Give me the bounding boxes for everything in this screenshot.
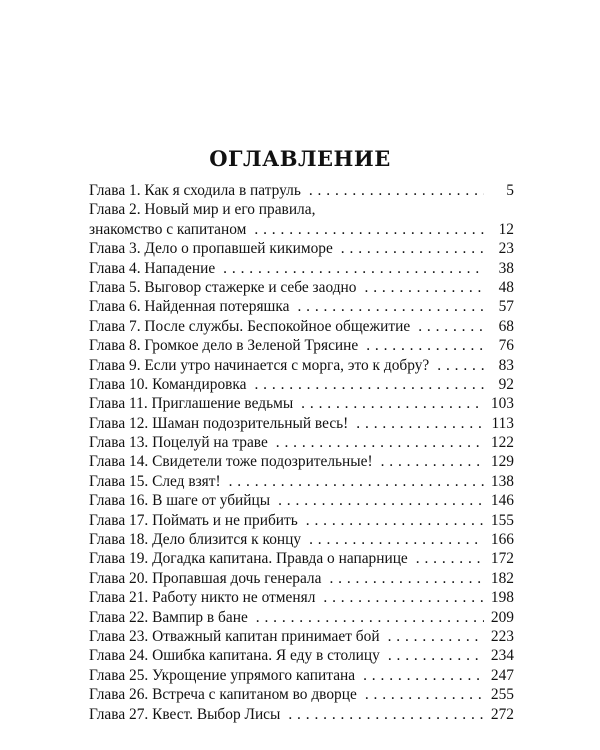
toc-entry-title: Глава 18. Дело близится к концу bbox=[89, 531, 302, 549]
page-title: ОГЛАВЛЕНИЕ bbox=[209, 146, 391, 171]
toc-line bbox=[89, 588, 514, 607]
toc-entry-title: Глава 15. След взят! bbox=[89, 472, 221, 490]
toc-page-number: 103 bbox=[490, 395, 514, 413]
toc-page-number: 129 bbox=[490, 453, 514, 471]
dot-leader bbox=[301, 394, 484, 413]
toc-page-number: 172 bbox=[490, 550, 514, 568]
toc-line bbox=[89, 666, 514, 685]
dot-leader bbox=[388, 627, 484, 646]
dot-leader bbox=[388, 646, 484, 665]
toc-line bbox=[89, 433, 514, 452]
table-of-contents bbox=[89, 181, 514, 724]
dot-leader bbox=[229, 472, 484, 491]
toc-entry-title: Глава 8. Громкое дело в Зеленой Трясине bbox=[89, 337, 359, 355]
toc-line bbox=[89, 569, 514, 588]
toc-page-number: 138 bbox=[490, 472, 514, 490]
dot-leader bbox=[366, 336, 484, 355]
dot-leader bbox=[381, 452, 484, 471]
toc-page-number: 209 bbox=[490, 608, 514, 626]
toc-page-number: 48 bbox=[498, 278, 514, 296]
toc-page-number: 223 bbox=[490, 627, 514, 645]
toc-page-number: 5 bbox=[506, 182, 514, 199]
toc-entry bbox=[89, 530, 514, 549]
toc-line bbox=[89, 317, 514, 336]
toc-page-number: 23 bbox=[498, 240, 514, 258]
toc-line bbox=[89, 394, 514, 413]
toc-line bbox=[89, 278, 514, 297]
toc-entry bbox=[89, 608, 514, 627]
toc-entry bbox=[89, 511, 514, 530]
toc-line bbox=[89, 530, 514, 549]
toc-line bbox=[89, 646, 514, 665]
toc-entry-title: Глава 27. Квест. Выбор Лисы bbox=[89, 705, 281, 723]
toc-entry-title: Глава 11. Приглашение ведьмы bbox=[89, 395, 294, 413]
dot-leader bbox=[306, 511, 484, 530]
toc-page-number: 155 bbox=[490, 511, 514, 529]
toc-line bbox=[89, 336, 514, 355]
dot-leader bbox=[437, 356, 484, 375]
toc-entry-title: Глава 10. Командировка bbox=[89, 375, 247, 393]
dot-leader bbox=[278, 491, 484, 510]
dot-leader bbox=[365, 685, 484, 704]
toc-line bbox=[89, 375, 514, 394]
toc-page-number: 272 bbox=[490, 705, 514, 723]
toc-entry-title: Глава 3. Дело о пропавшей кикиморе bbox=[89, 240, 333, 258]
toc-entry bbox=[89, 278, 514, 297]
toc-entry-title: Глава 1. Как я сходила в патруль bbox=[89, 182, 301, 199]
toc-entry-title: Глава 19. Догадка капитана. Правда о напарнице bbox=[89, 550, 408, 568]
toc-page-number: 234 bbox=[490, 647, 514, 665]
toc-line bbox=[89, 297, 514, 316]
toc-entry bbox=[89, 569, 514, 588]
toc-line bbox=[89, 220, 514, 239]
toc-entry bbox=[89, 588, 514, 607]
toc-line bbox=[89, 239, 514, 258]
toc-line bbox=[89, 200, 514, 219]
toc-entry-title: Глава 24. Ошибка капитана. Я еду в столицу bbox=[89, 647, 380, 665]
toc-page-number: 146 bbox=[490, 492, 514, 510]
toc-page-number: 57 bbox=[498, 298, 514, 316]
toc-entry-title: Глава 25. Укрощение упрямого капитана bbox=[89, 666, 356, 684]
toc-entry-title: Глава 22. Вампир в бане bbox=[89, 608, 248, 626]
dot-leader bbox=[254, 375, 484, 394]
toc-entry bbox=[89, 452, 514, 471]
toc-entry-title: Глава 13. Поцелуй на траве bbox=[89, 434, 268, 452]
toc-entry bbox=[89, 356, 514, 375]
dot-leader bbox=[329, 569, 484, 588]
toc-entry bbox=[89, 666, 514, 685]
toc-page-number: 113 bbox=[491, 414, 514, 432]
toc-line bbox=[89, 414, 514, 433]
toc-entry-title: Глава 17. Поймать и не прибить bbox=[89, 511, 298, 529]
toc-entry-title: Глава 2. Новый мир и его правила, bbox=[89, 201, 316, 219]
toc-entry bbox=[89, 646, 514, 665]
toc-page-number: 38 bbox=[498, 259, 514, 277]
toc-page-number: 198 bbox=[490, 589, 514, 607]
toc-page-number: 92 bbox=[498, 375, 514, 393]
toc-page-number: 166 bbox=[490, 531, 514, 549]
dot-leader bbox=[297, 297, 484, 316]
toc-line bbox=[89, 472, 514, 491]
toc-line bbox=[89, 491, 514, 510]
toc-entry bbox=[89, 491, 514, 510]
toc-entry bbox=[89, 549, 514, 568]
dot-leader bbox=[365, 278, 485, 297]
dot-leader bbox=[256, 608, 484, 627]
toc-entry-title: знакомство с капитаном bbox=[89, 220, 247, 238]
toc-entry bbox=[89, 705, 514, 724]
dot-leader bbox=[416, 549, 484, 568]
dot-leader bbox=[418, 317, 484, 336]
toc-entry bbox=[89, 239, 514, 258]
dot-leader bbox=[363, 666, 484, 685]
toc-line bbox=[89, 511, 514, 530]
toc-entry-title: Глава 21. Работу никто не отменял bbox=[89, 589, 316, 607]
toc-page-number: 122 bbox=[490, 434, 514, 452]
dot-leader bbox=[288, 705, 484, 724]
toc-line bbox=[89, 452, 514, 471]
toc-entry bbox=[89, 472, 514, 491]
toc-entry-title: Глава 23. Отважный капитан принимает бой bbox=[89, 627, 380, 645]
toc-line bbox=[89, 181, 514, 200]
toc-line bbox=[89, 549, 514, 568]
toc-entry-title: Глава 7. После службы. Беспокойное общежитие bbox=[89, 317, 411, 335]
toc-line bbox=[89, 705, 514, 724]
toc-entry-title: Глава 12. Шаман подозрительный весь! bbox=[89, 414, 349, 432]
toc-entry-title: Глава 5. Выговор стажерке и себе заодно bbox=[89, 278, 357, 296]
toc-entry bbox=[89, 394, 514, 413]
toc-entry bbox=[89, 259, 514, 278]
dot-leader bbox=[309, 181, 484, 200]
toc-entry-title: Глава 4. Нападение bbox=[89, 259, 216, 277]
toc-page-number: 68 bbox=[498, 317, 514, 335]
toc-entry bbox=[89, 181, 514, 200]
toc-entry bbox=[89, 200, 514, 239]
toc-page-number: 247 bbox=[490, 666, 514, 684]
toc-entry bbox=[89, 433, 514, 452]
toc-entry bbox=[89, 685, 514, 704]
toc-page-number: 255 bbox=[490, 686, 514, 704]
dot-leader bbox=[341, 239, 484, 258]
toc-entry-title: Глава 6. Найденная потеряшка bbox=[89, 298, 290, 316]
toc-page-number: 83 bbox=[498, 356, 514, 374]
dot-leader bbox=[254, 220, 484, 239]
dot-leader bbox=[323, 588, 484, 607]
toc-line bbox=[89, 685, 514, 704]
toc-entry bbox=[89, 375, 514, 394]
dot-leader bbox=[309, 530, 484, 549]
dot-leader bbox=[356, 414, 484, 433]
toc-entry bbox=[89, 297, 514, 316]
toc-entry-title: Глава 9. Если утро начинается с морга, это к добру? bbox=[89, 356, 430, 374]
toc-line bbox=[89, 356, 514, 375]
dot-leader bbox=[276, 433, 484, 452]
toc-line bbox=[89, 608, 514, 627]
toc-entry-title: Глава 16. В шаге от убийцы bbox=[89, 492, 271, 510]
toc-entry bbox=[89, 627, 514, 646]
toc-line bbox=[89, 259, 514, 278]
toc-page-number: 182 bbox=[490, 569, 514, 587]
toc-entry bbox=[89, 317, 514, 336]
toc-page-number: 76 bbox=[498, 337, 514, 355]
toc-page-number: 12 bbox=[498, 220, 514, 238]
toc-entry-title: Глава 20. Пропавшая дочь генерала bbox=[89, 569, 322, 587]
dot-leader bbox=[223, 259, 484, 278]
toc-entry-title: Глава 14. Свидетели тоже подозрительные! bbox=[89, 453, 373, 471]
toc-entry bbox=[89, 336, 514, 355]
toc-entry-title: Глава 26. Встреча с капитаном во дворце bbox=[89, 686, 357, 704]
toc-entry bbox=[89, 414, 514, 433]
toc-line bbox=[89, 627, 514, 646]
